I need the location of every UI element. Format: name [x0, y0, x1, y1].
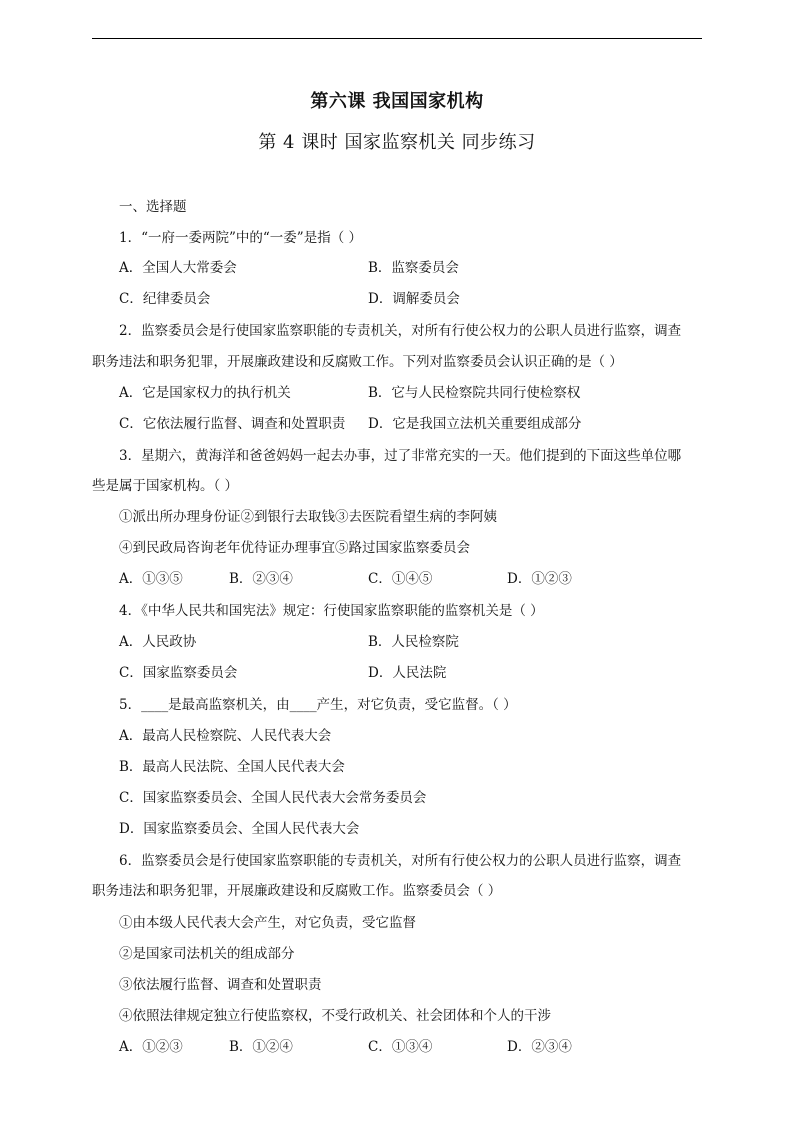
section-heading: 一、选择题 [119, 199, 187, 215]
q6-stem-line-2: 职务违法和职务犯罪，开展廉政建设和反腐败工作。监察委员会（ ） [92, 883, 502, 899]
q6-option-a: A．①②③ [119, 1039, 183, 1055]
page-subtitle: 第 4 课时 国家监察机关 同步练习 [258, 132, 536, 153]
q2-option-c: C．它依法履行监督、调查和处置职责 [119, 416, 346, 432]
q6-option-c: C．①③④ [368, 1039, 433, 1055]
q2-option-d: D．它是我国立法机关重要组成部分 [368, 416, 582, 432]
q1-option-b: B．监察委员会 [368, 260, 459, 276]
q3-stem-line-2: 些是属于国家机构。（ ） [92, 478, 239, 494]
q2-option-b: B．它与人民检察院共同行使检察权 [368, 385, 581, 401]
q5-option-d: D．国家监察委员会、全国人民代表大会 [119, 821, 360, 837]
q6-option-d: D．②③④ [507, 1039, 572, 1055]
q6-option-b: B．①②④ [229, 1039, 293, 1055]
q1-option-c: C．纪律委员会 [119, 291, 211, 307]
q1-stem: 1．“一府一委两院”中的“一委”是指（ ） [119, 230, 362, 246]
q3-option-b: B．②③④ [229, 571, 293, 587]
q1-option-a: A．全国人大常委会 [119, 260, 237, 276]
q3-item-1: ①派出所办理身份证②到银行去取钱③去医院看望生病的李阿姨 [119, 509, 497, 525]
q6-item-2: ②是国家司法机关的组成部分 [119, 946, 295, 962]
q3-option-a: A．①③⑤ [119, 571, 183, 587]
q5-option-c: C．国家监察委员会、全国人民代表大会常务委员会 [119, 790, 427, 806]
q5-stem: 5．____是最高监察机关，由____产生，对它负责，受它监督。（ ） [119, 697, 517, 713]
page-title: 第六课 我国国家机构 [310, 91, 484, 112]
q2-stem-line-1: 2．监察委员会是行使国家监察职能的专责机关，对所有行使公权力的公职人员进行监察，调查 [119, 323, 682, 339]
q4-option-a: A．人民政协 [119, 634, 197, 650]
q3-stem-line-1: 3．星期六，黄海洋和爸爸妈妈一起去办事，过了非常充实的一天。他们提到的下面这些单位哪 [119, 448, 682, 464]
q4-option-b: B．人民检察院 [368, 634, 459, 650]
q6-item-3: ③依法履行监督、调查和处置职责 [119, 977, 322, 993]
q4-option-c: C．国家监察委员会 [119, 665, 238, 681]
q3-option-c: C．①④⑤ [368, 571, 433, 587]
q4-option-d: D．人民法院 [368, 665, 447, 681]
header-rule [92, 38, 702, 39]
q3-option-d: D．①②③ [507, 571, 572, 587]
q2-option-a: A．它是国家权力的执行机关 [119, 385, 291, 401]
q2-stem-line-2: 职务违法和职务犯罪，开展廉政建设和反腐败工作。下列对监察委员会认识正确的是（ ） [92, 354, 623, 370]
q5-option-a: A．最高人民检察院、人民代表大会 [119, 728, 332, 744]
q6-stem-line-1: 6．监察委员会是行使国家监察职能的专责机关，对所有行使公权力的公职人员进行监察，调查 [119, 853, 682, 869]
q6-item-1: ①由本级人民代表大会产生，对它负责，受它监督 [119, 915, 416, 931]
q3-item-2: ④到民政局咨询老年优待证办理事宜⑤路过国家监察委员会 [119, 540, 470, 556]
q4-stem: 4．《中华人民共和国宪法》规定：行使国家监察职能的监察机关是（ ） [119, 603, 544, 619]
q5-option-b: B．最高人民法院、全国人民代表大会 [119, 759, 345, 775]
q1-option-d: D．调解委员会 [368, 291, 460, 307]
q6-item-4: ④依照法律规定独立行使监察权，不受行政机关、社会团体和个人的干涉 [119, 1008, 551, 1024]
